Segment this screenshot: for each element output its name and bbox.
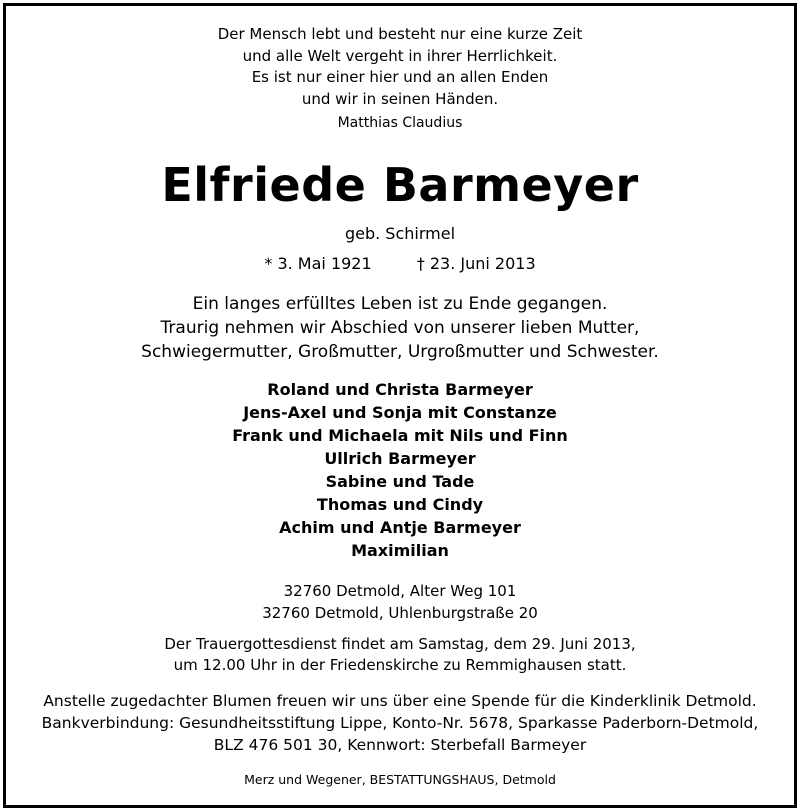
addresses	[6, 580, 794, 624]
mourner-entry: Jens-Axel und Sonja mit Constanze	[243, 403, 557, 422]
donation-line: Bankverbindung: Gesundheitsstiftung Lippe, Konto-Nr. 5678, Sparkasse Paderborn-Detmold,	[41, 714, 759, 732]
mourner-entry: Achim und Antje Barmeyer	[279, 518, 521, 537]
message-line: Ein langes erfülltes Leben ist zu Ende gegangen.	[192, 294, 608, 314]
service-line: Der Trauergottesdienst findet am Samstag, dem 29. Juni 2013,	[164, 635, 636, 653]
donation-line: BLZ 476 501 30, Kennwort: Sterbefall Barmeyer	[213, 736, 587, 754]
mourner-entry: Roland und Christa Barmeyer	[267, 380, 533, 399]
address-line: 32760 Detmold, Alter Weg 101	[283, 582, 517, 600]
birth-date: * 3. Mai 1921	[264, 254, 372, 273]
death-date: † 23. Juni 2013	[416, 254, 536, 273]
mourner-entry: Thomas und Cindy	[316, 495, 484, 514]
mourner-entry: Maximilian	[351, 541, 449, 560]
poem-line: und alle Welt vergeht in ihrer Herrlichkeit.	[242, 46, 558, 65]
poem-line: Es ist nur einer hier und an allen Enden	[251, 68, 549, 86]
message-line: Schwiegermutter, Großmutter, Urgroßmutter und Schwester.	[141, 342, 659, 362]
deceased-name: Elfriede Barmeyer	[161, 158, 639, 212]
maiden-name: geb. Schirmel	[344, 224, 456, 243]
message-line: Traurig nehmen wir Abschied von unserer lieben Mutter,	[160, 318, 640, 338]
life-dates	[6, 252, 794, 276]
poem-author: Matthias Claudius	[337, 115, 463, 131]
poem	[6, 24, 794, 110]
mourner-entry: Ullrich Barmeyer	[324, 449, 476, 468]
undertaker: Merz und Wegener, BESTATTUNGSHAUS, Detmold	[244, 772, 556, 787]
service-line: um 12.00 Uhr in der Friedenskirche zu Remmighausen statt.	[173, 656, 627, 674]
farewell-message	[6, 292, 794, 364]
funeral-service-info	[6, 634, 794, 676]
mourners-list	[6, 378, 794, 562]
poem-line: Der Mensch lebt und besteht nur eine kurze Zeit	[217, 25, 583, 43]
poem-line: und wir in seinen Händen.	[301, 89, 499, 108]
mourner-entry: Sabine und Tade	[325, 472, 475, 491]
donation-info	[6, 690, 794, 756]
mourner-entry: Frank und Michaela mit Nils und Finn	[232, 426, 568, 445]
donation-line: Anstelle zugedachter Blumen freuen wir uns über eine Spende für die Kinderklinik Detmold.	[43, 692, 757, 710]
address-line: 32760 Detmold, Uhlenburgstraße 20	[262, 604, 538, 622]
